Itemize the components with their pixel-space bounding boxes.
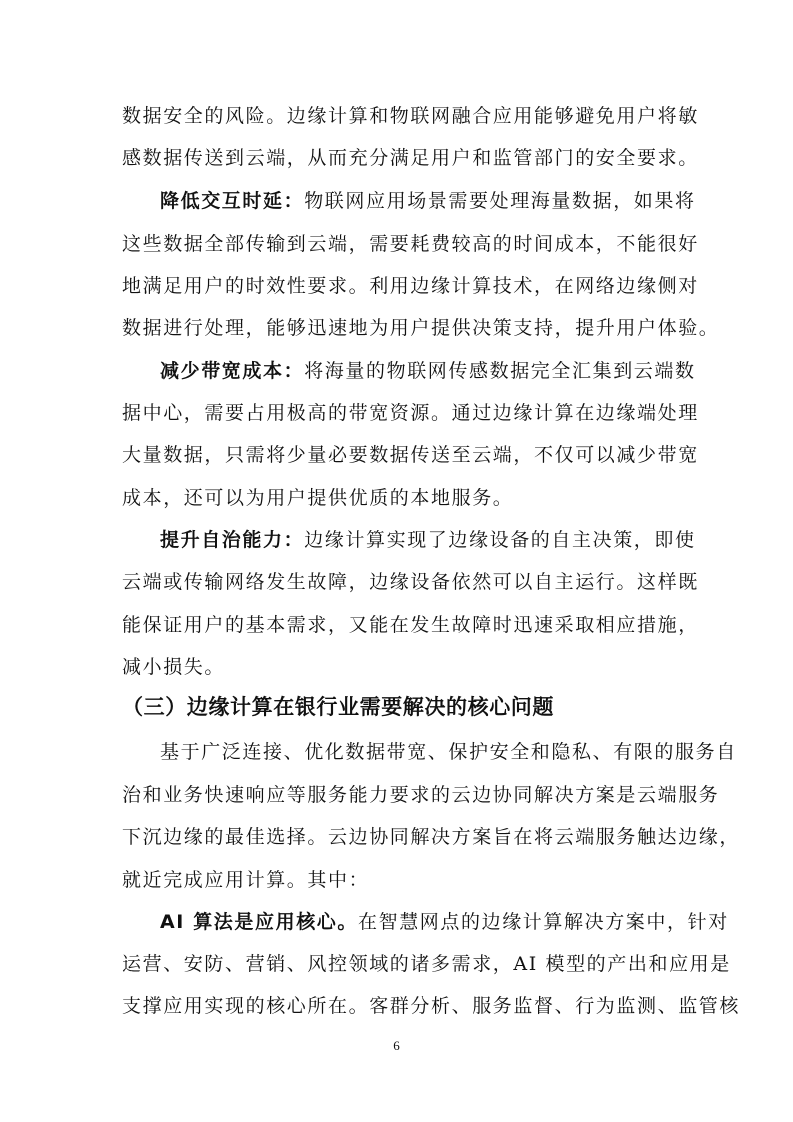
term-label: 减少带宽成本： [160,360,305,382]
text-line: 治和业务快速响应等服务能力要求的云边协同解决方案是云端服务 [122,784,720,806]
text-line: 数据安全的风险。边缘计算和物联网融合应用能够避免用户将敏 [122,105,699,127]
text-line: 云端或传输网络发生故障，边缘设备依然可以自主运行。这样既 [122,571,699,593]
text-line: 地满足用户的时效性要求。利用边缘计算技术，在网络边缘侧对 [122,275,699,297]
text-line: 就近完成应用计算。其中： [122,869,370,891]
text-span: 将海量的物联网传感数据完全汇集到云端数 [304,360,696,382]
text-line [160,528,720,552]
text-line: 下沉边缘的最佳选择。云边协同解决方案旨在将云端服务触达边缘， [122,826,741,848]
text-line: 支撑应用实现的核心所在。客群分析、服务监督、行为监测、监管核 [122,995,741,1017]
text-line: 感数据传送到云端，从而充分满足用户和监管部门的安全要求。 [122,147,699,169]
text-span: 边缘计算实现了边缘设备的自主决策，即使 [304,529,696,551]
term-label: AI 算法是应用核心。 [160,911,358,933]
text-line: 能保证用户的基本需求，又能在发生故障时迅速采取相应措施， [122,614,699,636]
text-line: 据中心，需要占用极高的带宽资源。通过边缘计算在边缘端处理 [122,402,699,424]
text-span: 物联网应用场景需要处理海量数据，如果将 [304,190,696,212]
text-line: 数据进行处理，能够迅速地为用户提供决策支持，提升用户体验。 [122,317,720,339]
text-line: 减小损失。 [122,656,226,678]
text-line: 这些数据全部传输到云端，需要耗费较高的时间成本，不能很好 [122,233,699,255]
text-line: 成本，还可以为用户提供优质的本地服务。 [122,487,514,509]
text-line: 大量数据，只需将少量必要数据传送至云端，不仅可以减少带宽 [122,444,699,466]
term-label: 降低交互时延： [160,190,305,212]
text-line: 运营、安防、营销、风控领域的诸多需求，AI 模型的产出和应用是 [122,953,731,975]
text-span: 在智慧网点的边缘计算解决方案中，针对 [358,911,729,933]
page-number: 6 [393,1038,400,1053]
text-line [160,910,729,934]
term-label: 提升自治能力： [160,529,305,551]
section-heading: （三）边缘计算在银行业需要解决的核心问题 [122,695,554,719]
text-line [160,189,720,213]
text-line [160,359,720,383]
text-line: 基于广泛连接、优化数据带宽、保护安全和隐私、有限的服务自 [160,741,737,763]
